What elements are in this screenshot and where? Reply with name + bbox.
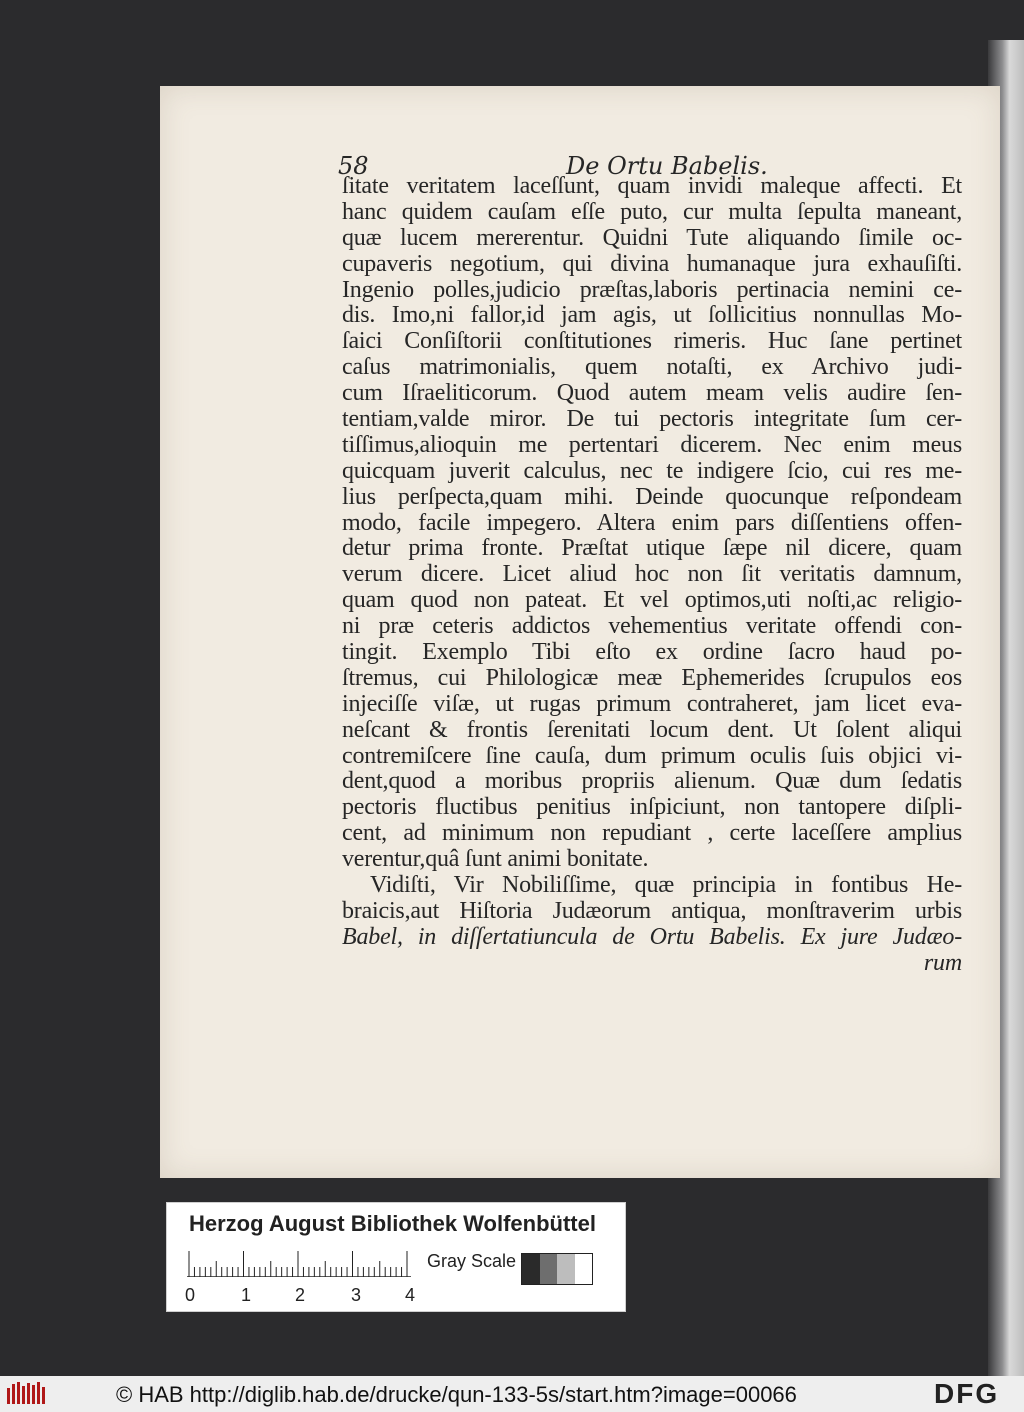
ruler-scale: [187, 1251, 411, 1277]
text-line: Vidiſti, Vir Nobiliſſime, quæ principia in fontibus He-: [370, 872, 962, 899]
page-number: 58: [338, 152, 369, 180]
text-line: cupaveris negotium, qui divina humanaque jura exhauſiſti.: [342, 250, 962, 277]
gray-scale-label: Gray Scale: [427, 1251, 517, 1271]
text-line: dis. Imo,ni fallor,id jam agis, ut ſollicitius nonnullas Mo-: [342, 302, 962, 329]
text-line: tingit. Exemplo Tibi eſto ex ordine ſacro haud po-: [342, 639, 962, 666]
dfg-logo: DFG: [934, 1378, 1000, 1409]
scale-number: 1: [241, 1285, 252, 1305]
gray-swatch: [522, 1254, 540, 1284]
text-line: detur prima fronte. Præſtat utique ſæpe nil dicere, quam: [342, 535, 962, 562]
gray-swatch: [540, 1254, 558, 1284]
text-line: caſus matrimonialis, quem notaſti, ex Archivo judi-: [342, 354, 962, 381]
scale-number: 4: [405, 1285, 416, 1305]
text-line: Ingenio polles,judicio præſtas,laboris pertinacia nemini ce-: [342, 276, 962, 303]
text-line: verentur,quâ ſunt animi bonitate.: [342, 846, 649, 873]
text-line: injeciſſe viſæ, ut rugas primum contraheret, jam licet eva-: [342, 690, 962, 717]
gray-swatch: [557, 1254, 575, 1284]
catchword: rum: [923, 949, 962, 976]
text-line: tentiam,valde miror. De tui pectoris integritate ſum cer-: [342, 406, 962, 433]
scale-number: 2: [295, 1285, 306, 1305]
text-line: quam quod non pateat. Et vel optimos,uti noſti,ac religio-: [342, 587, 962, 614]
book-page: [160, 86, 1000, 1178]
scale-number: 3: [351, 1285, 362, 1305]
text-line: cum Iſraeliticorum. Quod autem meam velis audire ſen-: [342, 380, 962, 407]
scale-number: 0: [185, 1285, 196, 1305]
running-title: De Ortu Babelis.: [566, 152, 768, 180]
text-line: ſitate veritatem laceſſunt, quam invidi maleque affecti. Et: [342, 173, 962, 199]
text-line: modo, facile impegero. Altera enim pars diſſentiens offen-: [342, 509, 962, 536]
footer-bar: [0, 1376, 1024, 1412]
text-line: verum dicere. Licet aliud hoc non ſit veritatis damnum,: [342, 561, 962, 588]
text-line: hanc quidem cauſam eſſe puto, cur multa ſepulta maneant,: [342, 198, 962, 225]
text-line: Babel, in diſſertatiuncula de Ortu Babelis. Ex jure Judæo-: [342, 923, 962, 950]
text-line: quicquam juverit calculus, nec te indigere ſcio, cui res me-: [342, 457, 962, 484]
color-reference-card: [166, 1202, 626, 1312]
text-line: pectoris fluctibus penitius inſpiciunt, non tantopere diſpli-: [342, 794, 962, 821]
text-line: ſtremus, cui Philologicæ meæ Ephemerides ſcrupulos eos: [342, 664, 962, 691]
text-line: ni præ ceteris addictos vehementius veritate offendi con-: [342, 613, 962, 640]
text-line: braicis,aut Hiſtoria Judæorum antiqua, monſtraverim urbis: [342, 897, 962, 924]
text-line: neſcant & frontis ſerenitati locum dent. Ut ſolent aliqui: [342, 716, 962, 743]
text-line: dent,quod a moribus propriis alienum. Quæ dum ſedatis: [342, 768, 962, 795]
text-line: quæ lucem mererentur. Quidni Tute aliquando ſimile oc-: [342, 224, 962, 251]
text-line: tiſſimus,alioquin me pertentari dicerem. Nec enim meus: [342, 431, 962, 458]
text-line: contremiſcere ſine cauſa, dum primum oculis ſuis objici vi-: [342, 742, 962, 769]
library-logo-icon: [6, 1380, 48, 1408]
gray-scale-swatches: [521, 1253, 593, 1285]
gray-swatch: [575, 1254, 593, 1284]
text-line: ſaici Conſiſtorii conſtitutiones rimeris. Huc ſane pertinet: [342, 328, 962, 355]
text-line: lius perſpecta,quam mihi. Deinde quocunque reſpondeam: [342, 483, 962, 510]
copyright-url: © HAB http://diglib.hab.de/drucke/qun-133-5s/start.htm?image=00066: [116, 1382, 797, 1407]
text-line: cent, ad minimum non repudiant , certe laceſſere amplius: [342, 820, 962, 847]
card-title: Herzog August Bibliothek Wolfenbüttel: [189, 1211, 596, 1236]
body-text: [342, 174, 962, 977]
